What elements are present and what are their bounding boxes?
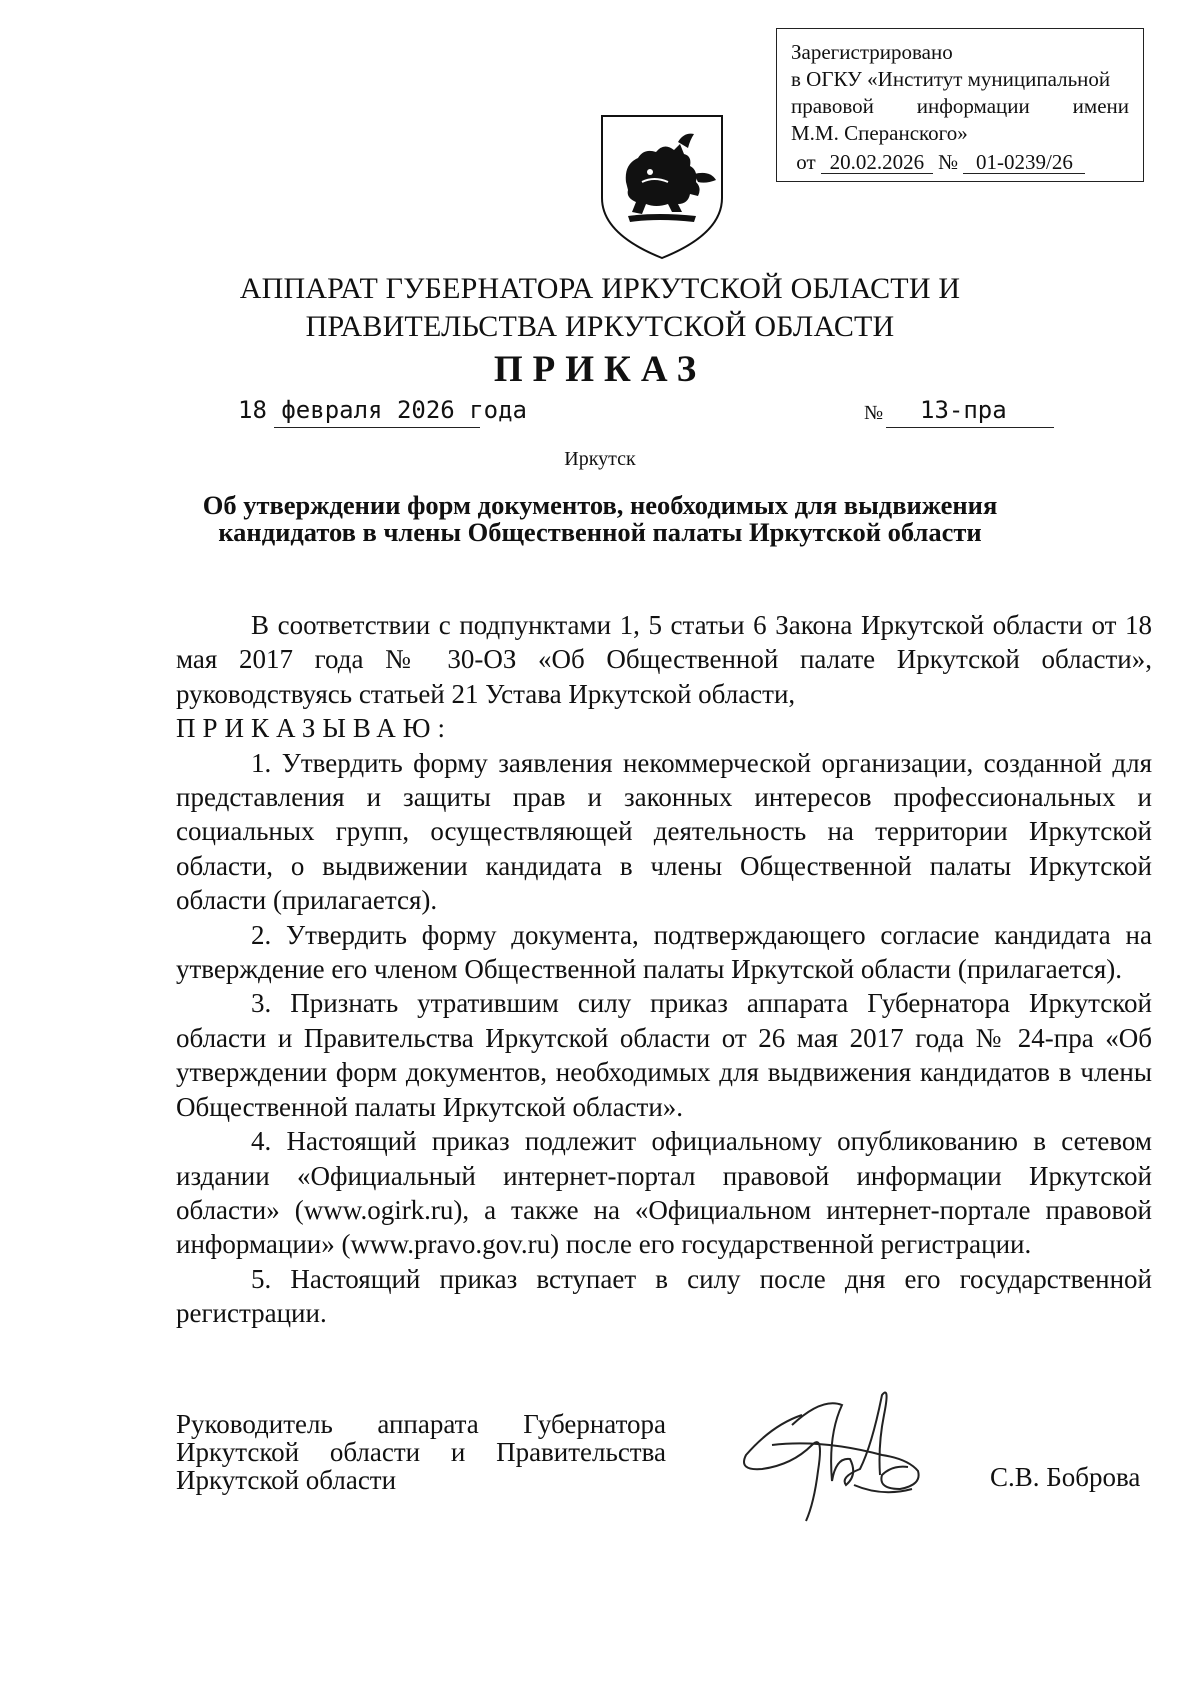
order-item-5: 5. Настоящий приказ вступает в силу после дня его государственной регистрации. xyxy=(176,1263,1152,1329)
handwritten-signature xyxy=(732,1385,928,1525)
date-underline xyxy=(274,427,480,428)
signatory-position xyxy=(176,1410,666,1494)
stamp-from-label: от xyxy=(796,150,816,174)
order-item-4: 4. Настоящий приказ подлежит официальному опубликованию в сетевом издании «Официальный интернет-портал правовой информации Иркутской области» (www.ogirk.ru), а также на «Официальном интернет-портале правовой информации» (www.pravo.gov.ru) после его государственной регистрации. xyxy=(176,1126,1152,1260)
irkutsk-coat-of-arms-icon xyxy=(598,112,726,260)
position-line-2: Иркутской области и Правительства xyxy=(176,1437,666,1467)
stamp-line-4: М.М. Сперанского» xyxy=(791,121,968,145)
stamp-date: 20.02.2026 xyxy=(821,151,933,174)
position-line-3: Иркутской области xyxy=(176,1465,397,1495)
order-item-1: 1. Утвердить форму заявления некоммерческой организации, созданной для представления и защиты прав и законных интересов профессиональных и социальных групп, осуществляющей деятельность на территории Иркутской области, о выдвижении кандидата в члены Общественной палаты Иркутской области (прилагается). xyxy=(176,747,1152,916)
number-underline xyxy=(886,427,1054,428)
order-word: ПРИКАЗЫВАЮ: xyxy=(176,713,452,744)
stamp-registration-line xyxy=(791,149,1129,176)
organization-name xyxy=(0,270,1200,346)
document-body xyxy=(176,608,1152,1331)
document-date: 18 февраля 2026 года xyxy=(238,396,527,424)
registration-stamp xyxy=(776,28,1144,182)
stamp-line-2: в ОГКУ «Институт муниципальной xyxy=(791,67,1111,91)
document-heading xyxy=(180,492,1020,546)
document-number-sign: № xyxy=(864,402,884,424)
city: Иркутск xyxy=(564,448,636,470)
organization-line-2: ПРАВИТЕЛЬСТВА ИРКУТСКОЙ ОБЛАСТИ xyxy=(305,310,895,343)
document-number: 13-пра xyxy=(920,396,1007,424)
order-item-2: 2. Утвердить форму документа, подтверждающего согласие кандидата на утверждение его членом Общественной палаты Иркутской области (прилагается). xyxy=(176,919,1152,985)
organization-line-1: АППАРАТ ГУБЕРНАТОРА ИРКУТСКОЙ ОБЛАСТИ И xyxy=(239,272,961,305)
heading-line-2: кандидатов в члены Общественной палаты Иркутской области xyxy=(218,517,982,547)
stamp-number: 01-0239/26 xyxy=(963,151,1085,174)
order-item-3: 3. Признать утратившим силу приказ аппарата Губернатора Иркутской области и Правительства Иркутской области от 26 мая 2017 года № 24-пра «Об утверждении форм документов, необходимых для выдвижения кандидатов в члены Общественной палаты Иркутской области». xyxy=(176,988,1152,1122)
stamp-number-sign: № xyxy=(938,150,959,174)
preamble-paragraph: В соответствии с подпунктами 1, 5 статьи 6 Закона Иркутской области от 18 мая 2017 года № 30-ОЗ «Об Общественной палате Иркутской области», руководствуясь статьей 21 Устава Иркутской области, xyxy=(176,610,1152,709)
heading-line-1: Об утверждении форм документов, необходимых для выдвижения xyxy=(202,490,998,520)
signatory-name: С.В. Боброва xyxy=(990,1462,1141,1492)
stamp-line-3: правовой информации имени xyxy=(791,94,1129,118)
document-type: ПРИКАЗ xyxy=(493,349,707,390)
position-line-1: Руководитель аппарата Губернатора xyxy=(176,1409,666,1439)
stamp-line-1: Зарегистрировано xyxy=(791,40,953,64)
